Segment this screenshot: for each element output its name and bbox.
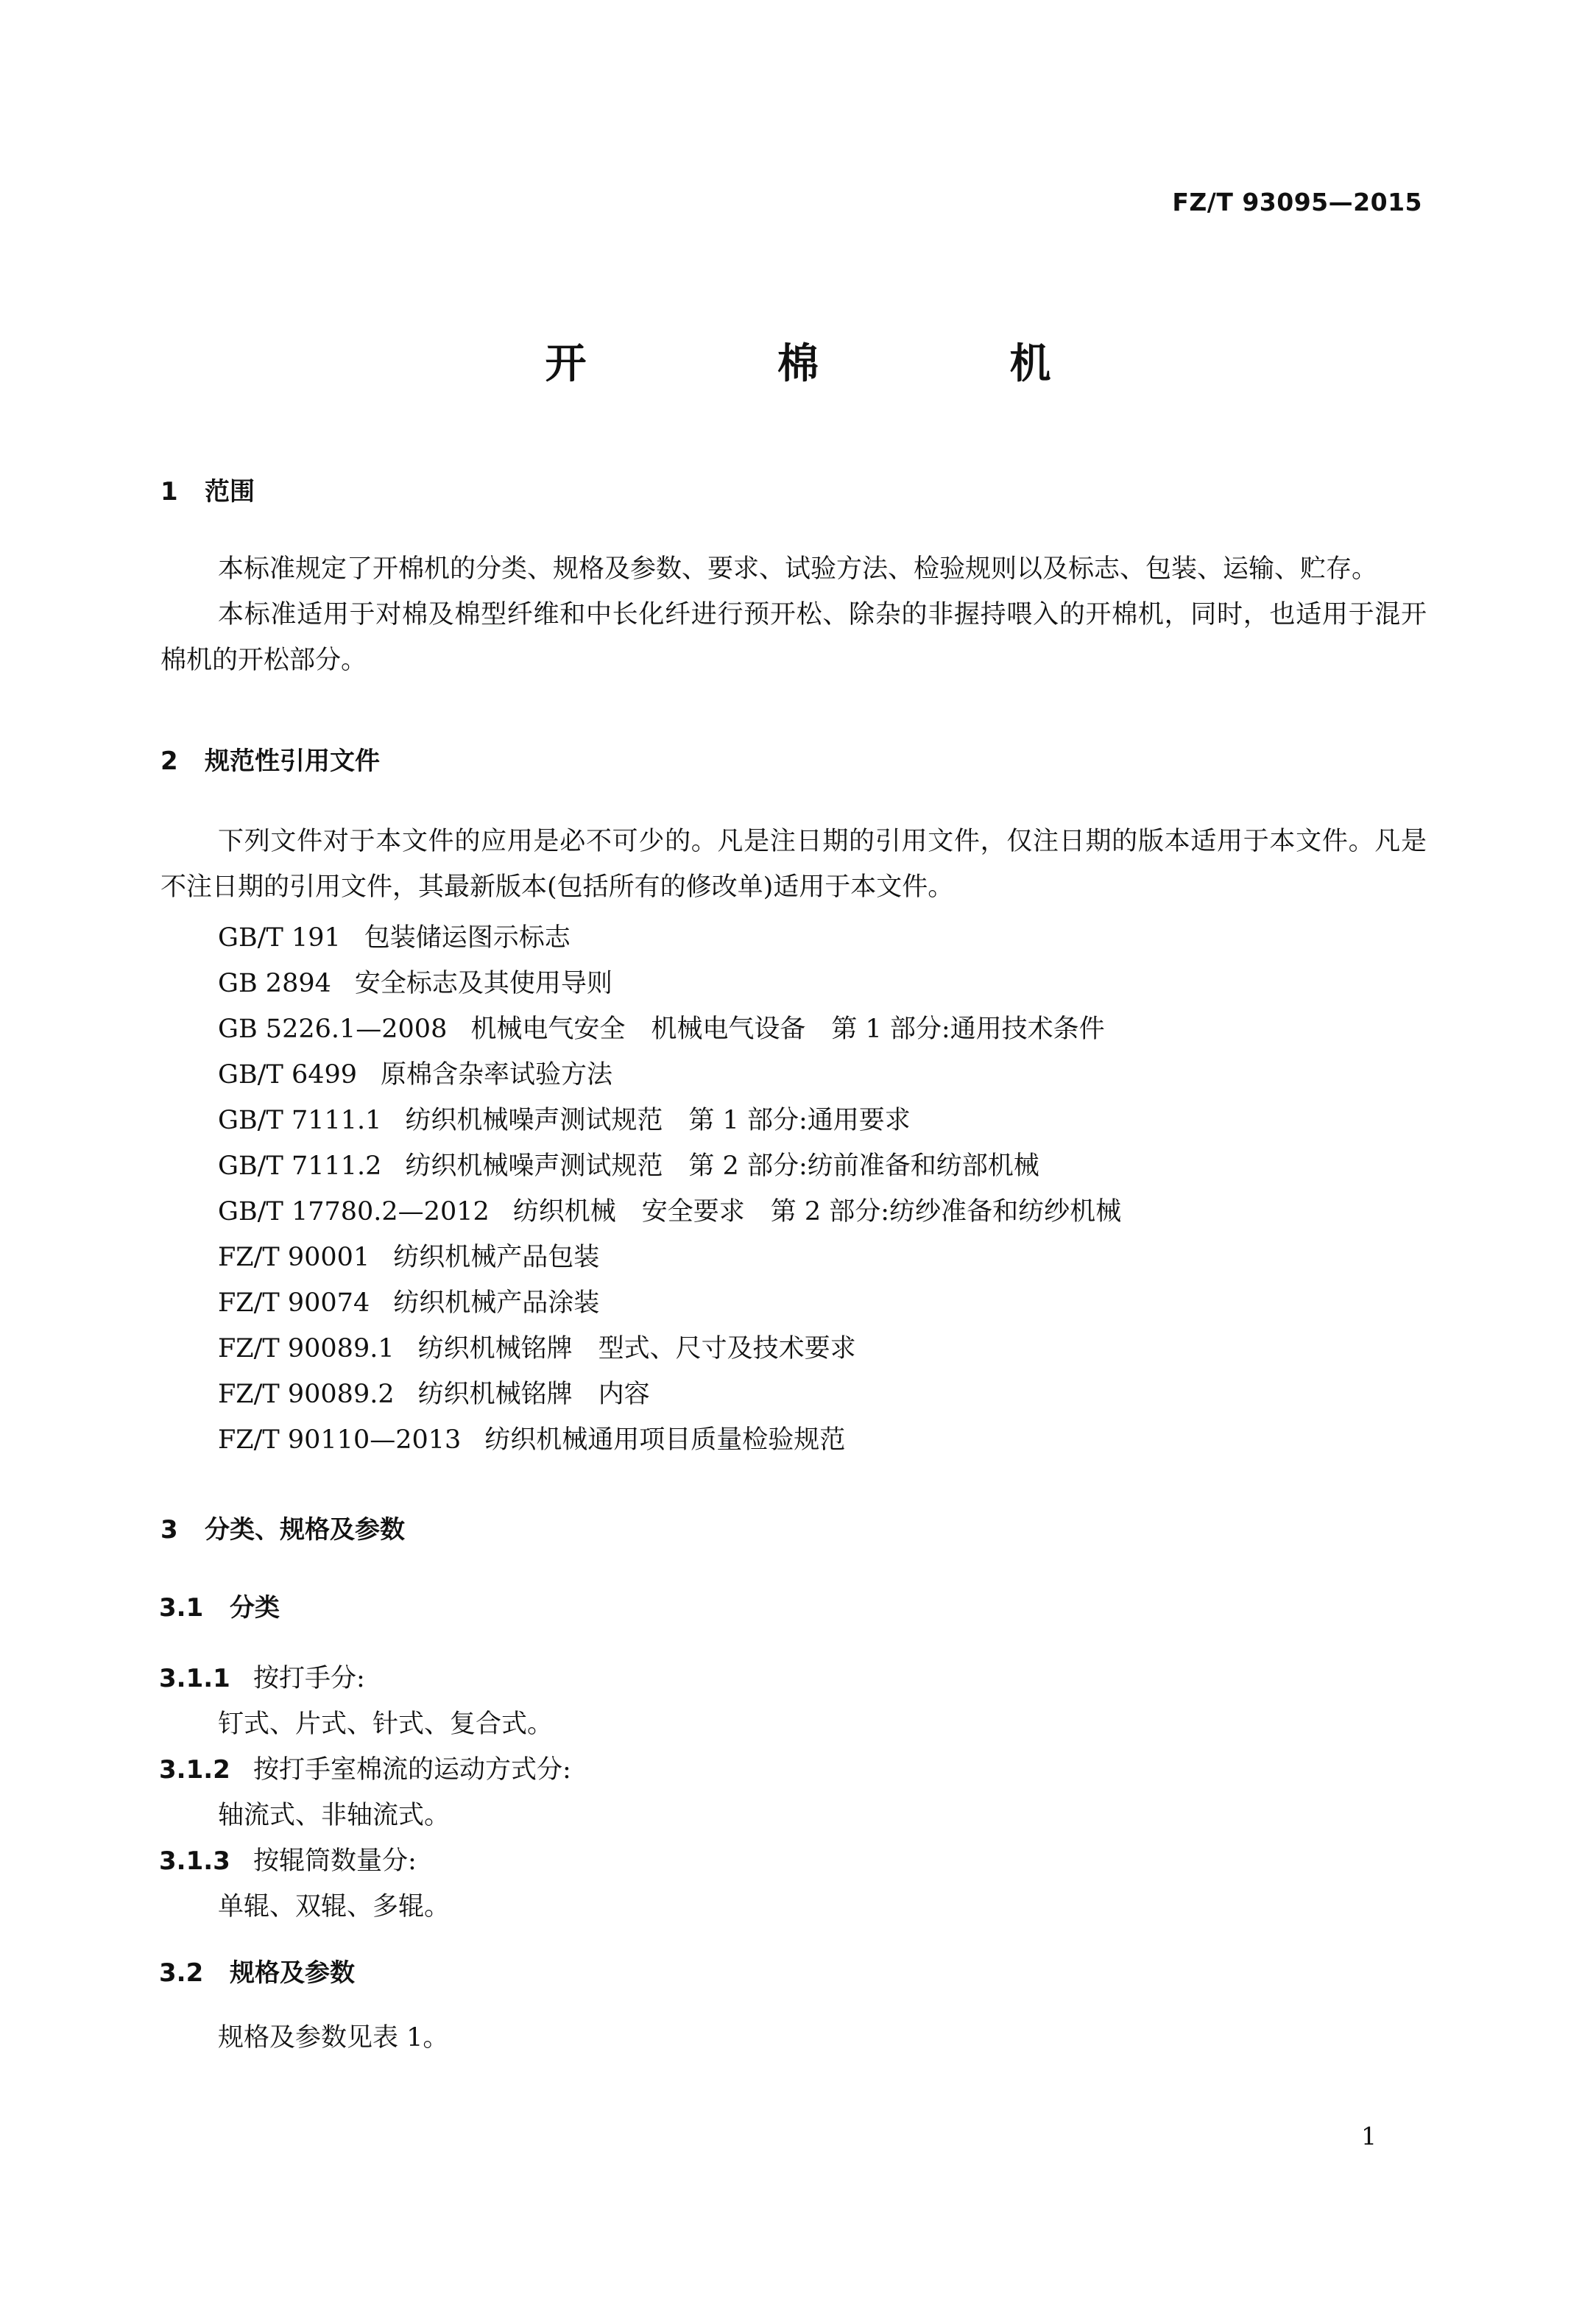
reference-title: 安全标志及其使用导则 xyxy=(354,969,612,998)
reference-code: FZ/T 90110—2013 xyxy=(218,1425,462,1455)
section-title: 分类、规格及参数 xyxy=(205,1515,405,1545)
reference-item xyxy=(218,1282,599,1319)
section-number: 3 xyxy=(160,1515,178,1545)
document-title: 开 棉 机 xyxy=(545,340,1140,388)
clause-number: 3.1.1 xyxy=(159,1664,230,1693)
clause-3-1-1-body: 钉式、片式、针式、复合式。 xyxy=(218,1709,554,1739)
section-number: 3.2 xyxy=(159,1958,204,1988)
section-number: 3.1 xyxy=(159,1593,204,1623)
clause-3-1-3-body: 单辊、双辊、多辊。 xyxy=(218,1892,451,1922)
reference-code: GB/T 17780.2—2012 xyxy=(218,1197,490,1227)
reference-item xyxy=(218,1191,1121,1228)
section-3-2-body: 规格及参数见表 1。 xyxy=(218,2023,449,2053)
page-number: 1 xyxy=(1361,2122,1377,2150)
reference-title: 原棉含杂率试验方法 xyxy=(381,1060,613,1090)
reference-item xyxy=(218,1100,911,1137)
clause-title: 按辊筒数量分: xyxy=(253,1846,417,1876)
section-number: 1 xyxy=(160,477,178,507)
reference-title: 纺织机械产品涂装 xyxy=(393,1288,600,1318)
section-number: 2 xyxy=(160,747,178,776)
reference-code: GB/T 7111.1 xyxy=(218,1106,382,1135)
section-title: 范围 xyxy=(205,477,255,507)
reference-item xyxy=(218,963,612,1000)
reference-code: GB 2894 xyxy=(218,969,331,998)
reference-item xyxy=(218,1237,599,1274)
reference-code: GB/T 191 xyxy=(218,923,341,953)
reference-item xyxy=(218,1328,856,1365)
section-2-heading xyxy=(160,741,380,777)
clause-3-1-2-body: 轴流式、非轴流式。 xyxy=(218,1801,451,1830)
section-1-paragraph-1: 本标准规定了开棉机的分类、规格及参数、要求、试验方法、检验规则以及标志、包装、运输、贮存。 xyxy=(218,554,1378,584)
reference-title: 纺织机械 安全要求 第 2 部分:纺纱准备和纺纱机械 xyxy=(512,1197,1122,1227)
section-title: 分类 xyxy=(230,1593,280,1623)
section-3-1-heading xyxy=(159,1587,280,1623)
reference-title: 纺织机械噪声测试规范 第 1 部分:通用要求 xyxy=(405,1106,911,1135)
reference-code: FZ/T 90089.1 xyxy=(218,1334,395,1363)
clause-3-1-1 xyxy=(159,1658,365,1695)
reference-title: 纺织机械铭牌 型式、尺寸及技术要求 xyxy=(417,1334,856,1363)
reference-item xyxy=(218,917,571,954)
section-2-paragraph-1: 下列文件对于本文件的应用是必不可少的。凡是注日期的引用文件，仅注日期的版本适用于本文件。凡是不注日期的引用文件，其最新版本(包括所有的修改单)适用于本文件。 xyxy=(160,827,1427,902)
reference-code: GB 5226.1—2008 xyxy=(218,1015,448,1044)
clause-3-1-2 xyxy=(159,1749,571,1786)
reference-title: 纺织机械产品包装 xyxy=(393,1243,600,1272)
clause-number: 3.1.3 xyxy=(159,1846,230,1876)
reference-code: FZ/T 90089.2 xyxy=(218,1380,395,1409)
reference-item xyxy=(218,1419,845,1456)
section-title: 规范性引用文件 xyxy=(205,747,380,776)
reference-code: FZ/T 90074 xyxy=(218,1288,370,1318)
section-1-heading xyxy=(160,471,255,507)
standard-number: FZ/T 93095—2015 xyxy=(1172,188,1422,216)
reference-title: 纺织机械噪声测试规范 第 2 部分:纺前准备和纺部机械 xyxy=(405,1151,1039,1181)
section-title: 规格及参数 xyxy=(230,1958,355,1988)
reference-code: FZ/T 90001 xyxy=(218,1243,370,1272)
reference-title: 机械电气安全 机械电气设备 第 1 部分:通用技术条件 xyxy=(470,1015,1105,1044)
section-1-paragraph-2: 本标准适用于对棉及棉型纤维和中长化纤进行预开松、除杂的非握持喂入的开棉机，同时，也适用于混开棉机的开松部分。 xyxy=(160,600,1427,675)
clause-title: 按打手分: xyxy=(253,1664,365,1693)
clause-number: 3.1.2 xyxy=(159,1755,230,1785)
section-3-2-heading xyxy=(159,1952,355,1989)
reference-title: 纺织机械通用项目质量检验规范 xyxy=(484,1425,846,1455)
clause-title: 按打手室棉流的运动方式分: xyxy=(253,1755,571,1785)
reference-code: GB/T 7111.2 xyxy=(218,1151,382,1181)
clause-3-1-3 xyxy=(159,1841,417,1877)
reference-code: GB/T 6499 xyxy=(218,1060,358,1090)
reference-title: 纺织机械铭牌 内容 xyxy=(417,1380,650,1409)
reference-item xyxy=(218,1374,650,1411)
reference-item xyxy=(218,1009,1105,1045)
reference-item xyxy=(218,1054,612,1091)
section-3-heading xyxy=(160,1509,405,1545)
reference-item xyxy=(218,1146,1039,1182)
reference-title: 包装储运图示标志 xyxy=(364,923,571,953)
